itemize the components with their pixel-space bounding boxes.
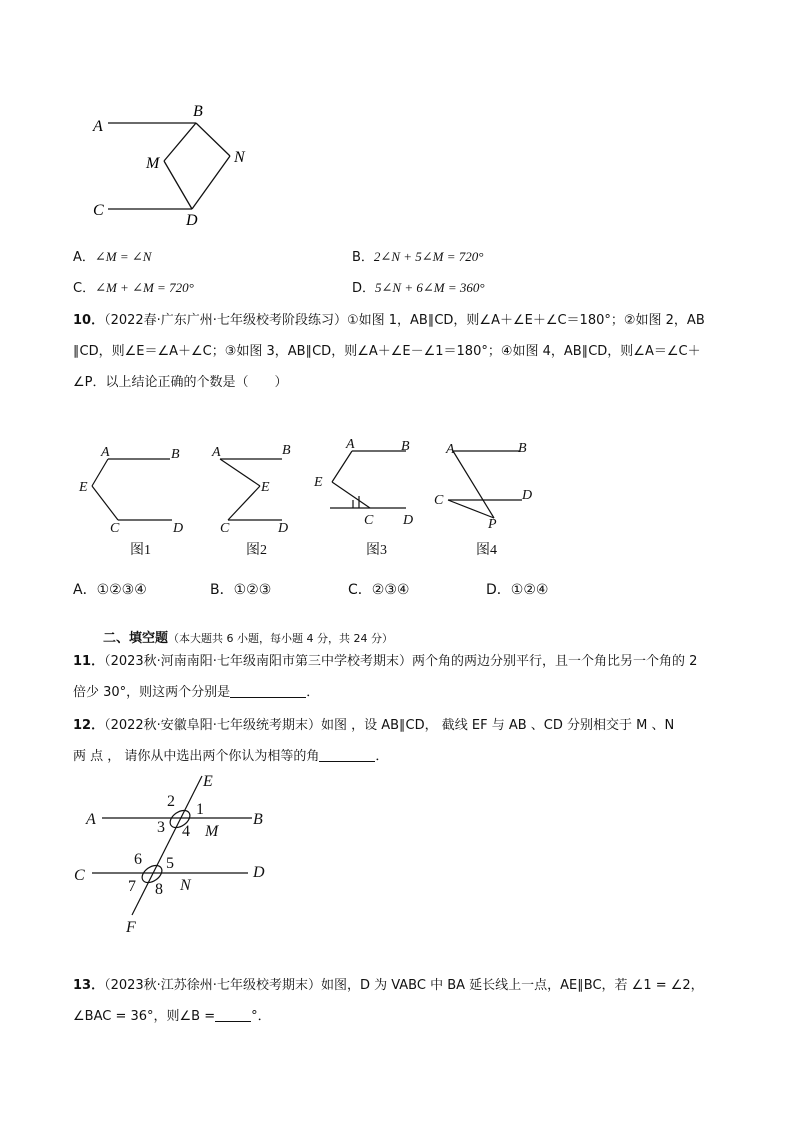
question-11 — [73, 646, 733, 708]
answer-blank[interactable] — [230, 683, 306, 698]
svg-text:B: B — [282, 443, 291, 458]
question-number: 10． — [73, 313, 105, 328]
q11-line-2 — [73, 677, 733, 708]
option-text: ∠M + ∠M = 720° — [95, 280, 194, 295]
option-letter: C． — [73, 281, 96, 296]
segment-nd — [192, 156, 230, 209]
q10-text-3: ∠P．以上结论正确的个数是（ ） — [73, 375, 288, 390]
svg-text:D: D — [173, 521, 184, 536]
label-f: F — [126, 919, 136, 936]
svg-text:B: B — [518, 441, 527, 456]
svg-text:A: A — [446, 442, 455, 457]
angle-4: 4 — [182, 823, 190, 840]
question-source: （2022春·广东广州·七年级校考阶段练习） — [104, 313, 347, 328]
section-heading — [103, 627, 393, 646]
q13-text-1: 如图，D 为 VABC 中 BA 延长线上一点，AE∥BC，若 ∠1 = ∠2， — [320, 978, 704, 993]
q11-line-1 — [73, 646, 733, 677]
answer-blank[interactable] — [319, 747, 375, 762]
label-n: N — [180, 877, 191, 894]
svg-text:C: C — [220, 521, 230, 536]
section-title: 二、填空题 — [103, 631, 169, 646]
q12-text-1: 如图 ，设 AB∥CD， 截线 EF 与 AB 、CD 分别相交于 M 、N — [320, 718, 675, 733]
q12-line-1 — [73, 710, 733, 741]
angle-6: 6 — [134, 851, 142, 868]
label-b: B — [253, 811, 263, 828]
option-text: ∠M = ∠N — [94, 249, 152, 264]
svg-text:D: D — [403, 513, 414, 528]
svg-text:P: P — [488, 517, 497, 532]
q12-period: ． — [375, 749, 389, 764]
q9-option-a — [73, 247, 151, 268]
q10-text-2: ∥CD，则∠E＝∠A＋∠C；③如图 3，AB∥CD，则∠A＋∠E－∠1＝180°；④如图 4，AB∥CD，则∠A＝∠C＋ — [73, 344, 701, 359]
svg-text:B: B — [171, 447, 180, 462]
option-text: ②③④ — [371, 582, 410, 598]
svg-text:E: E — [314, 475, 323, 490]
svg-text:A: A — [212, 445, 221, 460]
angle-5: 5 — [166, 855, 174, 872]
svg-text:A: A — [101, 445, 110, 460]
angle-7: 7 — [128, 878, 136, 895]
question-number: 13． — [73, 978, 105, 993]
svg-text:C: C — [434, 493, 444, 508]
label-b: B — [193, 103, 203, 120]
q9-figure — [88, 98, 258, 230]
label-d: D — [186, 212, 198, 229]
q10-figures — [70, 436, 560, 566]
q10-option-b — [210, 580, 271, 600]
question-number: 12． — [73, 718, 105, 733]
angle-3: 3 — [157, 819, 165, 836]
label-m: M — [205, 823, 219, 840]
svg-text:D: D — [522, 488, 533, 503]
q9-option-b — [352, 247, 483, 268]
segment-bm — [164, 123, 196, 161]
answer-blank[interactable] — [215, 1007, 251, 1022]
angle-8: 8 — [155, 881, 163, 898]
option-letter: C． — [348, 582, 372, 598]
label-e: E — [203, 773, 213, 790]
label-n: N — [234, 149, 245, 166]
option-text: ①②③④ — [96, 582, 147, 598]
label-c: C — [93, 202, 104, 219]
option-letter: A． — [73, 250, 95, 265]
q10-option-a — [73, 580, 147, 600]
q12-text-2: 两 点 ， 请你从中选出两个你认为相等的角 — [73, 749, 320, 764]
svg-text:C: C — [110, 521, 120, 536]
question-12 — [73, 710, 733, 772]
caption-fig1: 图1 — [130, 543, 151, 558]
q9-option-c — [73, 278, 194, 299]
question-13 — [73, 970, 733, 1032]
option-letter: D． — [486, 582, 511, 598]
svg-text:A: A — [346, 437, 355, 452]
q12-figure — [70, 770, 280, 940]
question-source: （2023秋·江苏徐州·七年级校考期末） — [104, 978, 321, 993]
q12-line-2 — [73, 741, 733, 772]
option-text: ①②③ — [233, 582, 272, 598]
question-10 — [73, 305, 723, 398]
q13-line-1 — [73, 970, 733, 1001]
svg-text:C: C — [364, 513, 374, 528]
option-letter: B． — [210, 582, 234, 598]
q13-unit: °． — [251, 1009, 271, 1024]
angle-2: 2 — [167, 793, 175, 810]
q9-option-d — [352, 278, 485, 299]
caption-fig4: 图4 — [476, 543, 497, 558]
label-m: M — [146, 155, 160, 172]
label-c: C — [74, 867, 85, 884]
svg-text:E: E — [261, 480, 270, 495]
q11-period: ． — [306, 685, 320, 700]
q10-option-d — [486, 580, 548, 600]
angle-1: 1 — [196, 801, 204, 818]
q11-text-2: 倍少 30°，则这两个分别是 — [73, 685, 231, 700]
section-note: （本大题共 6 小题，每小题 4 分，共 24 分） — [168, 632, 393, 645]
option-text: 5∠N + 6∠M = 360° — [375, 280, 485, 295]
label-d: D — [253, 864, 265, 881]
svg-text:E: E — [79, 480, 88, 495]
question-number: 11． — [73, 654, 105, 669]
option-text: 2∠N + 5∠M = 720° — [373, 249, 484, 264]
option-letter: D． — [352, 281, 376, 296]
q10-line-1 — [73, 305, 723, 336]
svg-text:B: B — [401, 439, 410, 454]
q11-text-1: 两个角的两边分别平行，且一个角比另一个角的 2 — [411, 654, 698, 669]
caption-fig2: 图2 — [246, 543, 267, 558]
q13-line-2 — [73, 1001, 733, 1032]
option-text: ①②④ — [510, 582, 549, 598]
caption-fig3: 图3 — [366, 543, 387, 558]
question-source: （2022秋·安徽阜阳·七年级统考期末） — [104, 718, 321, 733]
q10-text-1: ①如图 1，AB∥CD，则∠A＋∠E＋∠C＝180°；②如图 2，AB — [346, 313, 705, 328]
option-letter: B． — [352, 250, 374, 265]
svg-text:D: D — [278, 521, 289, 536]
label-a: A — [86, 811, 96, 828]
label-a: A — [93, 118, 103, 135]
option-letter: A． — [73, 582, 97, 598]
q13-text-2: ∠BAC = 36°，则∠B = — [73, 1009, 216, 1024]
q10-option-c — [348, 580, 409, 600]
question-source: （2023秋·河南南阳·七年级南阳市第三中学校考期末） — [104, 654, 412, 669]
segment-bn — [196, 123, 230, 156]
segment-md — [164, 161, 192, 209]
